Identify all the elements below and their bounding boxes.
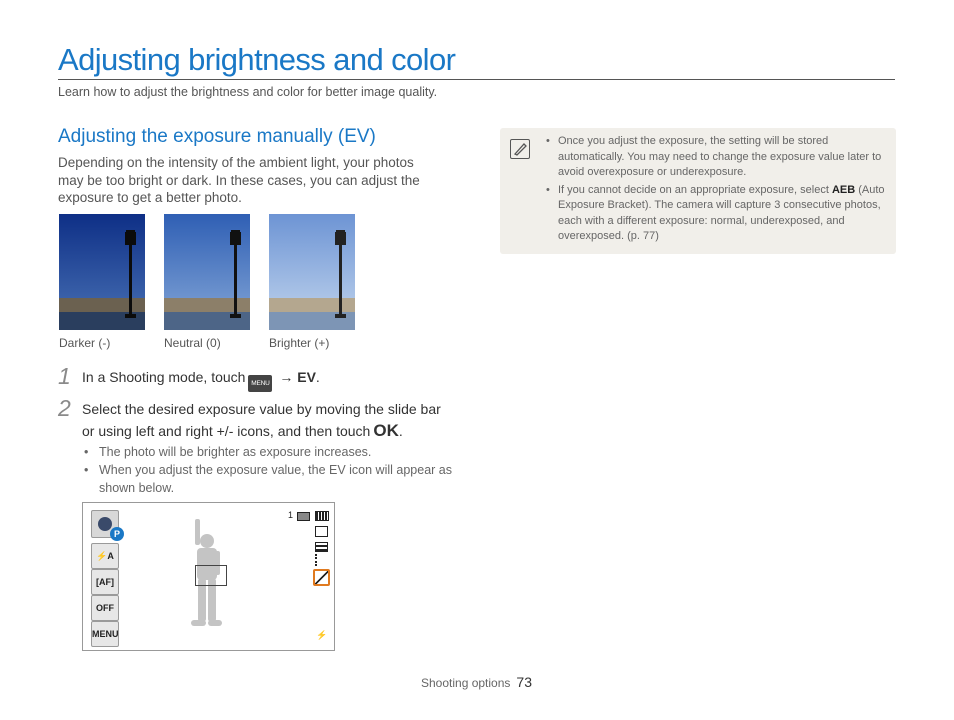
step-1-before: In a Shooting mode, touch: [82, 369, 246, 385]
section-body: Depending on the intensity of the ambient light, your photos may be too bright or dark. In these cases, you can adjust the exposure to get a better photo.: [58, 155, 420, 205]
menu-icon: MENU: [248, 375, 272, 392]
list-item: • When you adjust the exposure value, the EV icon will appear as shown below.: [84, 461, 454, 497]
flash-button[interactable]: ⚡A: [91, 543, 119, 569]
note-box: [500, 128, 896, 254]
stabilizer-icon: [315, 554, 329, 566]
footer-section-label: Shooting options: [421, 676, 511, 690]
battery-icon: [315, 511, 329, 521]
step-2-number: 2: [58, 395, 71, 421]
step-1-text: [82, 367, 320, 392]
image-size-icon: [315, 526, 328, 537]
caption-brighter: Brighter (+): [269, 336, 330, 350]
step-2-bullets: [84, 443, 454, 497]
step-1-number: 1: [58, 363, 71, 389]
caption-neutral: Neutral (0): [164, 336, 221, 350]
note-pencil-icon: [510, 139, 530, 159]
page-number: 73: [516, 674, 532, 690]
page-title: Adjusting brightness and color: [58, 42, 456, 77]
step-2-text: [82, 399, 452, 442]
photo-neutral: [164, 214, 250, 330]
list-item: • Once you adjust the exposure, the setting will be stored automatically. You may need to change the exposure value later to avoid overexposure or underexposure.: [546, 134, 886, 181]
focus-frame: [195, 565, 227, 586]
photo-brighter: [269, 214, 355, 330]
footer: [421, 674, 532, 690]
quality-icon: [315, 542, 328, 552]
list-item: • If you cannot decide on an appropriate exposure, select AEB (Auto Exposure Bracket). The camera will capture 3 consecutive photos, each with a different exposure: normal, underexposed, and overexposed. (p. 77): [546, 183, 886, 245]
note-list: [546, 134, 886, 247]
intro-text: Learn how to adjust the brightness and color for better image quality.: [58, 85, 438, 99]
camera-screen: [82, 502, 335, 651]
flash-auto-icon: ⚡: [316, 630, 328, 640]
step-1-after: .: [315, 369, 320, 385]
memory-card-icon: [297, 512, 310, 521]
aeb-label: AEB: [831, 183, 856, 196]
program-mode-badge: P: [110, 527, 124, 541]
focus-button[interactable]: [AF]: [91, 569, 119, 595]
section-heading: Adjusting the exposure manually (EV): [58, 126, 376, 147]
caption-darker: Darker (-): [59, 336, 111, 350]
menu-button[interactable]: MENU: [91, 621, 119, 647]
photo-darker: [59, 214, 145, 330]
timer-off-button[interactable]: OFF: [91, 595, 119, 621]
step-2-before: Select the desired exposure value by moving the slide bar or using left and right +/- icons, and then touch: [82, 401, 441, 439]
arrow-icon: →: [279, 369, 294, 385]
camera-mode-icon: [91, 510, 119, 538]
shot-count: 1: [288, 510, 294, 520]
ok-icon: OK: [373, 421, 399, 440]
ev-label: EV: [297, 369, 316, 385]
title-divider: [58, 79, 895, 80]
ev-icon: [313, 569, 330, 586]
step-2-after: .: [398, 423, 403, 439]
list-item: • The photo will be brighter as exposure increases.: [84, 443, 454, 461]
